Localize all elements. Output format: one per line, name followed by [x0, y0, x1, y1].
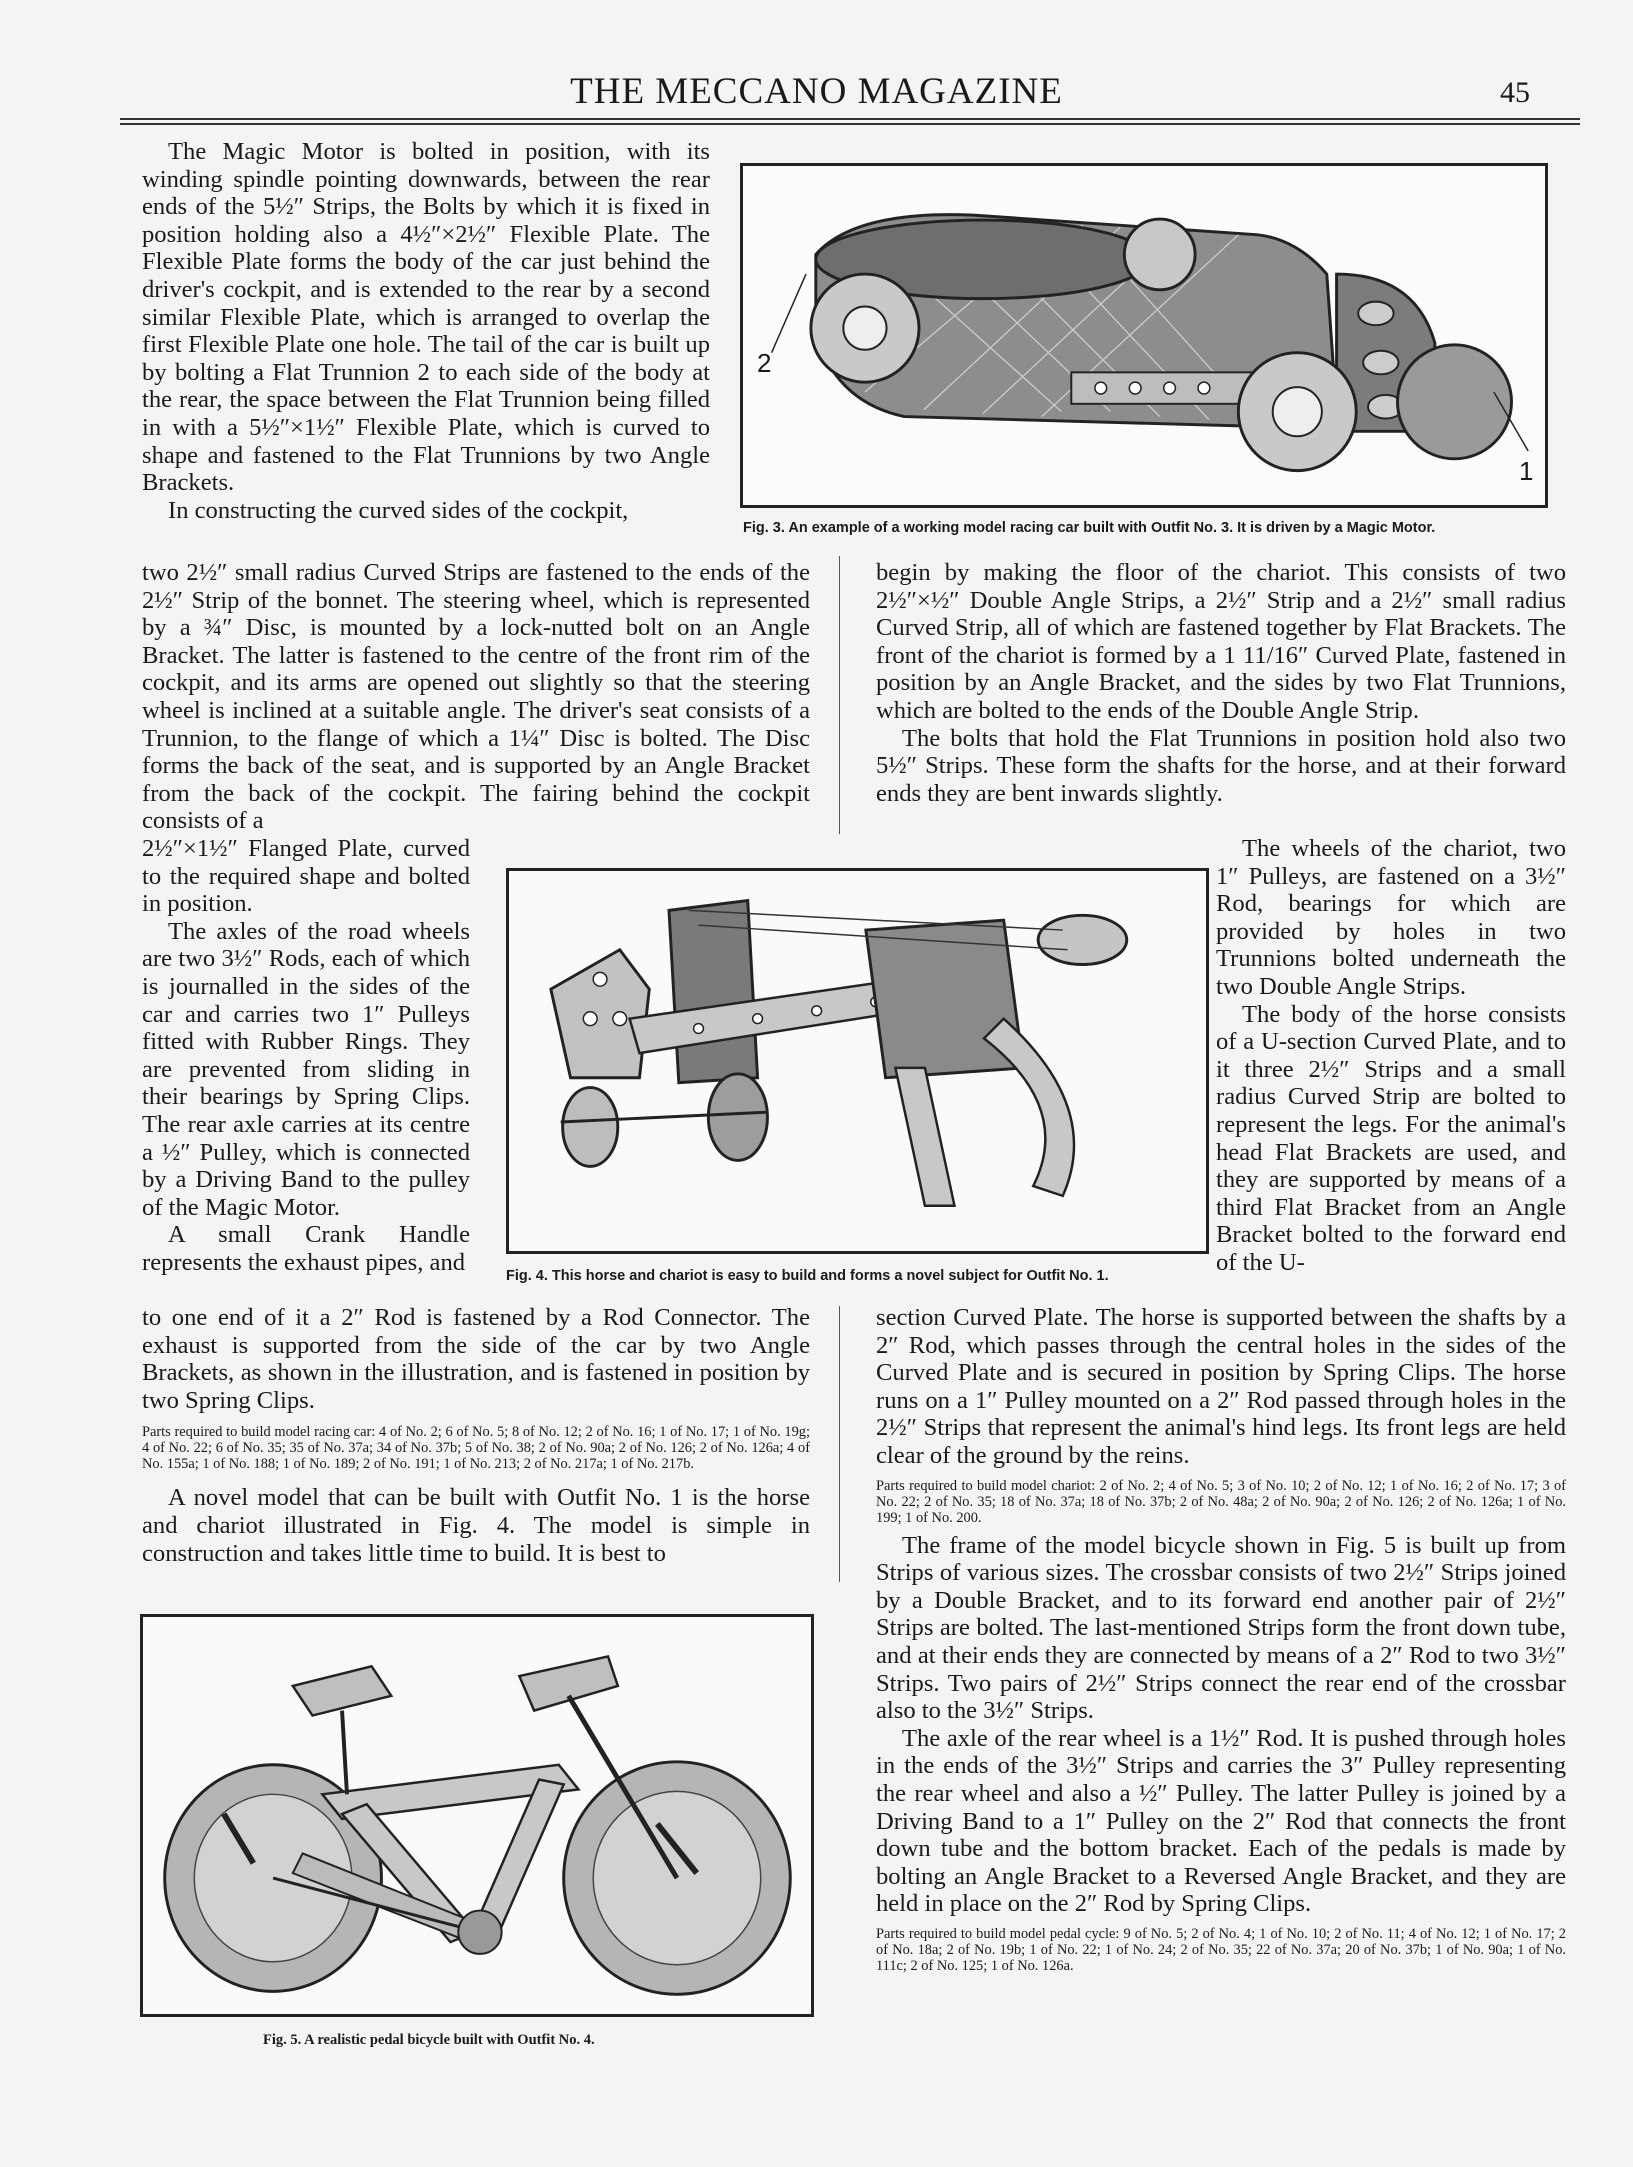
figure-3-racing-car [740, 163, 1548, 508]
paragraph-magic-motor: The Magic Motor is bolted in position, with its winding spindle pointing downwards, between the rear ends of the 5½″ Strips, the Bolts by which it is fixed in position holding also a 4½″×2½″ Flexible Plate. The Flexible Plate forms the body of the car just behind the driver's cockpit, and is extended to the rear by a second similar Flexible Plate, which is arranged to overlap the first Flexible Plate one hole. The tail of the car is built up by bolting a Flat Trunnion 2 to each side of the body at the rear, the space between the Flat Trunnion being filled in with a 5½″×1½″ Flexible Plate, which is curved to shape and fastened to the Flat Trunnions by two Angle Brackets. [142, 138, 710, 497]
parts-list-chariot: Parts required to build model chariot: 2 of No. 2; 4 of No. 5; 3 of No. 10; 2 of No. 12; 1 of No. 16; 2 of No. 17; 3 of No. 22; 2 of No. 35; 18 of No. 37a; 18 of No. 37b; 2 of No. 48a; 2 of No. 90a; 2 of No. 126; 2 of No. 126a; 1 of No. 199; 1 of No. 200. [876, 1477, 1566, 1526]
paragraph-crank-rest: to one end of it a 2″ Rod is fastened by a Rod Connector. The exhaust is supported from the side of the car by two Angle Brackets, as shown in the illustration, and is fastened in position by two Spring Clips. [142, 1304, 810, 1414]
column-right-top [876, 559, 1566, 807]
paragraph-horse-chariot: A novel model that can be built with Outfit No. 1 is the horse and chariot illustrated in Fig. 4. The model is simple in construction and takes little time to build. It is best to [142, 1484, 810, 1567]
paragraph-bicycle-axle: The axle of the rear wheel is a 1½″ Rod. It is pushed through holes in the ends of the 3½″ Strips and carries the 3″ Pulley representing the rear wheel and also a ½″ Pulley. The latter Pulley is joined by a Driving Band to a 1″ Pulley on the 2″ Rod that connects the front down tube and the bottom bracket. Each of the pedals is made by bolting an Angle Bracket to a Reversed Angle Bracket, and they are held in place on the 2″ Rod by Spring Clips. [876, 1724, 1566, 1918]
magazine-title: THE MECCANO MAGAZINE [570, 71, 1063, 112]
paragraph-fairing: 2½″×1½″ Flanged Plate, curved to the required shape and bolted in position. [142, 835, 470, 918]
paragraph-horse-support: section Curved Plate. The horse is supported between the shafts by a 2″ Rod, which passes through the central holes in the sides of the Curved Plate and is secured in position by Spring Clips. The horse runs on a 1″ Pulley mounted on a 2″ Rod passed through holes in the 2½″ Strips that represent the animal's hind legs. Its front legs are held clear of the ground by the reins. [876, 1304, 1566, 1469]
figure-5-bicycle [140, 1614, 814, 2017]
figure-4-caption: Fig. 4. This horse and chariot is easy to build and forms a novel subject for Outfit No. 1. [506, 1268, 1109, 1284]
column-left-middle [142, 559, 810, 835]
header-rule-bottom [120, 123, 1580, 125]
horse-chariot-illustration [509, 871, 1206, 1251]
figure-4-horse-chariot [506, 868, 1209, 1254]
paragraph-trunnion-bolts: The bolts that hold the Flat Trunnions in position hold also two 5½″ Strips. These form the shafts for the horse, and at their forward ends they are bent inwards slightly. [876, 724, 1566, 807]
paragraph-chariot-wheels: The wheels of the chariot, two 1″ Pulleys, are fastened on a 3½″ Rod, bearings for which are provided by holes in two Trunnions bolted underneath the two Double Angle Strips. [1216, 835, 1566, 1000]
paragraph-cockpit-start: In constructing the curved sides of the cockpit, [168, 496, 629, 524]
column-left-narrow [142, 835, 470, 1277]
racing-car-illustration [743, 166, 1545, 505]
parts-list-racing-car: Parts required to build model racing car: 4 of No. 2; 6 of No. 5; 8 of No. 12; 2 of No. 16; 1 of No. 17; 1 of No. 19g; 4 of No. 22; 6 of No. 35; 35 of No. 37a; 34 of No. 37b; 5 of No. 38; 2 of No. 90a; 2 of No. 126; 2 of No. 126a; 4 of No. 155a; 1 of No. 188; 1 of No. 189; 2 of No. 191; 1 of No. 213; 2 of No. 217a; 1 of No. 217b. [142, 1424, 810, 1473]
paragraph-bicycle-frame: The frame of the model bicycle shown in Fig. 5 is built up from Strips of various sizes. The crossbar consists of two 2½″ Strips joined by a Double Bracket, and to its forward end another pair of 2½″ Strips are bolted. The last-mentioned Strips form the front down tube, and at their ends they are connected by means of a 2″ Rod to two 3½″ Strips. Two pairs of 2½″ Strips connect the rear end of the crossbar also to the 3½″ Strips. [876, 1531, 1566, 1725]
figure-5-caption: Fig. 5. A realistic pedal bicycle built with Outfit No. 4. [263, 2032, 595, 2048]
paragraph-cockpit-rest: two 2½″ small radius Curved Strips are fastened to the ends of the 2½″ Strip of the bonnet. The steering wheel, which is represented by a ¾″ Disc, is mounted by a lock-nutted bolt on an Angle Bracket. The latter is fastened to the centre of the front rim of the cockpit, and its arms are opened out slightly so that the steering wheel is inclined at a suitable angle. The driver's seat consists of a Trunnion, to the flange of which a 1¼″ Disc is bolted. The Disc forms the back of the seat, and is supported by an Angle Bracket from the back of the cockpit. The fairing behind the cockpit consists of a [142, 559, 810, 835]
page-number: 45 [1500, 76, 1530, 109]
column-right-lower [876, 1304, 1566, 1974]
parts-list-bicycle: Parts required to build model pedal cycle: 9 of No. 5; 2 of No. 4; 1 of No. 10; 2 of No. 11; 4 of No. 12; 1 of No. 17; 2 of No. 18a; 2 of No. 19b; 1 of No. 22; 1 of No. 24; 2 of No. 35; 22 of No. 37a; 20 of No. 37b; 1 of No. 90a; 1 of No. 111c; 2 of No. 125; 1 of No. 126a. [876, 1925, 1566, 1974]
column-divider-top [839, 556, 840, 834]
paragraph-axles: The axles of the road wheels are two 3½″ Rods, each of which is journalled in the sides of the car and carries two 1″ Pulleys fitted with Rubber Rings. They are prevented from sliding in their bearings by Spring Clips. The rear axle carries at its centre a ½″ Pulley, which is connected by a Driving Band to the pulley of the Magic Motor. [142, 917, 470, 1221]
paragraph-horse-body: The body of the horse consists of a U-section Curved Plate, and to it three 2½″ Strips and a small radius Curved Strip are bolted to represent the legs. For the animal's head Flat Brackets are used, and they are supported by means of a third Flat Bracket from an Angle Bracket bolted to the forward end of the U- [1216, 1000, 1566, 1276]
paragraph-crank-start: A small Crank Handle represents the exhaust pipes, and [142, 1221, 470, 1276]
bicycle-illustration [143, 1617, 811, 2014]
paragraph-chariot-floor: begin by making the floor of the chariot. This consists of two 2½″×½″ Double Angle Strips, a 2½″ Strip and a 2½″ small radius Curved Strip, all of which are fastened together by Flat Brackets. The front of the chariot is formed by a 1 11/16″ Curved Plate, fastened in position by an Angle Bracket, and the sides by two Flat Trunnions, which are bolted to the ends of the Double Angle Strip. [876, 559, 1566, 724]
column-divider-bottom [839, 1306, 840, 1582]
header-rule-top [120, 118, 1580, 120]
figure-3-caption: Fig. 3. An example of a working model racing car built with Outfit No. 3. It is driven by a Magic Motor. [743, 520, 1436, 536]
column-left-lower [142, 1304, 810, 1567]
column-left-top [142, 138, 710, 524]
column-right-narrow [1216, 835, 1566, 1277]
fig3-label-2: 2 [757, 348, 772, 378]
fig3-label-1: 1 [1519, 456, 1534, 486]
